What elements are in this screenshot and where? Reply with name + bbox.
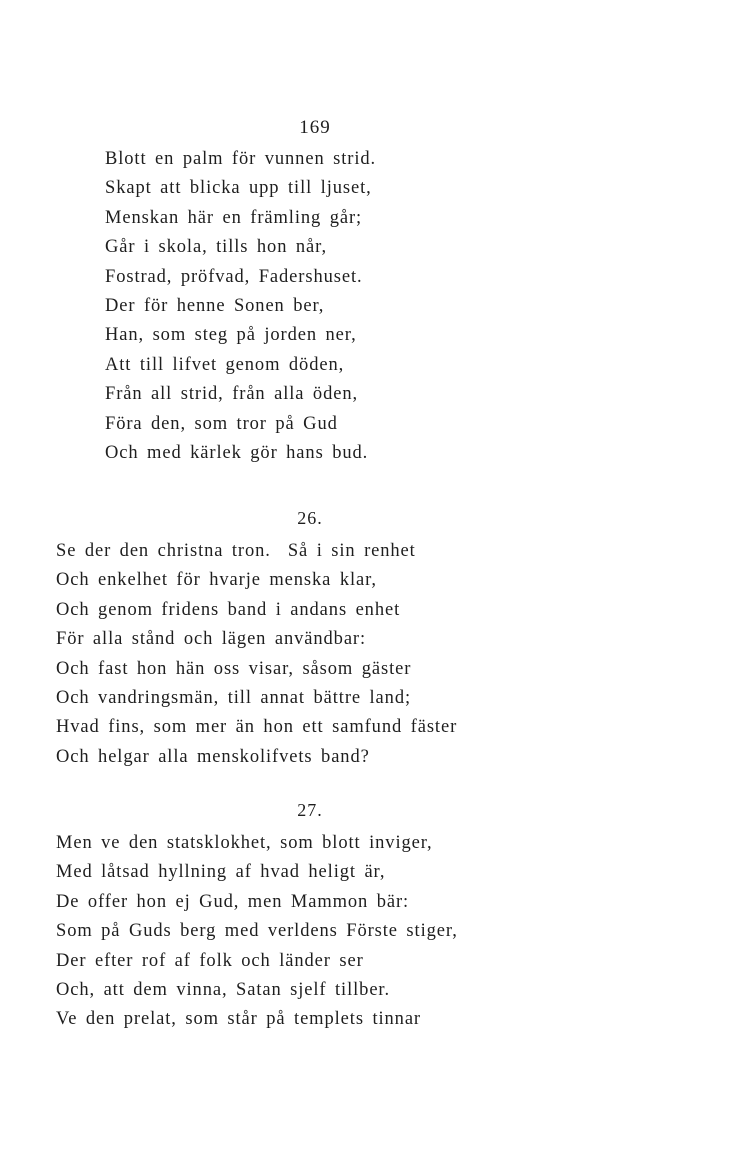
verse-line: Men ve den statsklokhet, som blott inviger, xyxy=(56,833,433,853)
verse-line: Och genom fridens band i andans enhet xyxy=(56,599,401,620)
verse-line: Och fast hon hän oss visar, såsom gäster xyxy=(56,658,412,679)
verse-line: Från all strid, från alla öden, xyxy=(105,384,359,405)
verse-line: Föra den, som tror på Gud xyxy=(105,413,338,434)
verse-line: Blott en palm för vunnen strid. xyxy=(105,149,377,169)
verse-line: För alla stånd och lägen användbar: xyxy=(56,629,367,650)
stanza-27 xyxy=(56,829,458,1035)
stanza-continued xyxy=(105,145,376,468)
verse-line: Och, att dem vinna, Satan sjelf tillber. xyxy=(56,979,391,1000)
verse-line: Hvad fins, som mer än hon ett samfund fäster xyxy=(56,717,458,738)
verse-line: Se der den christna tron. Så i sin renhet xyxy=(56,541,416,561)
verse-line: Ve den prelat, som står på templets tinnar xyxy=(56,1009,421,1030)
verse-line: Att till lifvet genom döden, xyxy=(105,354,345,375)
verse-line: Och enkelhet för hvarje menska klar, xyxy=(56,570,377,591)
section-number-26: 26. xyxy=(297,508,323,528)
page-number: 169 xyxy=(299,117,331,138)
verse-line: Går i skola, tills hon når, xyxy=(105,237,327,258)
verse-line: Och vandringsmän, till annat bättre land; xyxy=(56,687,412,708)
verse-line: Der efter rof af folk och länder ser xyxy=(56,950,364,971)
stanza-26 xyxy=(56,537,457,772)
verse-line: Med låtsad hyllning af hvad heligt är, xyxy=(56,862,386,883)
verse-line: Och med kärlek gör hans bud. xyxy=(105,442,369,463)
verse-line: Och helgar alla menskolifvets band? xyxy=(56,746,370,767)
section-number-27: 27. xyxy=(297,800,323,820)
verse-line: Som på Guds berg med verldens Förste stiger, xyxy=(56,921,458,942)
verse-line: De offer hon ej Gud, men Mammon bär: xyxy=(56,891,410,912)
verse-line: Skapt att blicka upp till ljuset, xyxy=(105,178,372,199)
verse-line: Han, som steg på jorden ner, xyxy=(105,325,357,346)
verse-line: Menskan här en främling går; xyxy=(105,207,363,228)
verse-line: Fostrad, pröfvad, Fadershuset. xyxy=(105,266,363,287)
verse-line: Der för henne Sonen ber, xyxy=(105,295,325,316)
